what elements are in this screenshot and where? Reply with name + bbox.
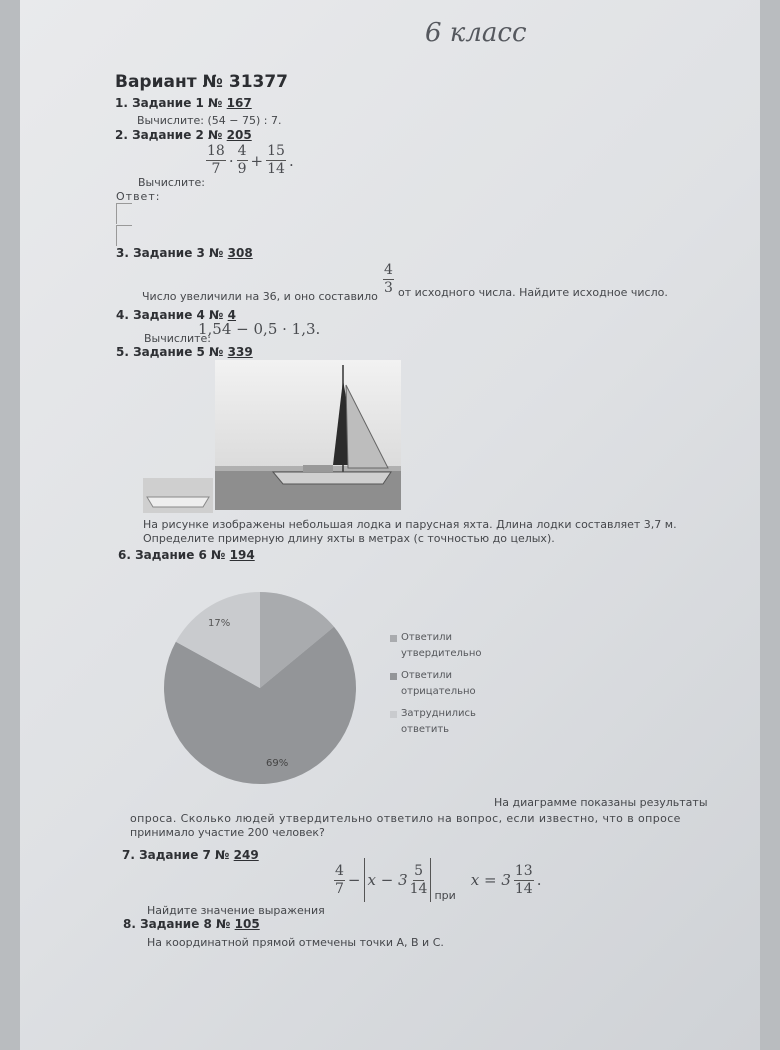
task-1-link[interactable]: 167	[226, 96, 252, 110]
task-8-header: 8. Задание 8 № 105	[123, 917, 260, 931]
task-1-text: Вычислите: (54 − 75) : 7.	[137, 114, 282, 127]
legend-item-unsure: Затруднились ответить	[390, 706, 481, 738]
task-8-link[interactable]: 105	[234, 917, 260, 931]
task-3-text: Число увеличили на 36, и оно составило	[142, 290, 378, 303]
fraction: $\frac{15}{14}$	[267, 143, 285, 177]
answer-field[interactable]	[116, 203, 132, 224]
page-title: Вариант № 31377	[115, 72, 289, 92]
boat-yacht-photo	[143, 360, 403, 515]
task-5-text-1: На рисунке изображены небольшая лодка и парусная яхта. Длина лодки составляет 3,7 м.	[143, 518, 677, 531]
pie-chart	[160, 590, 360, 790]
task-8-text: На координатной прямой отмечены точки A, B и C.	[147, 936, 444, 949]
legend-item-yes: Ответили утвердительно	[390, 630, 481, 662]
task-6-text-3: принимало участие 200 человек?	[130, 826, 325, 839]
task-2-link[interactable]: 205	[226, 128, 252, 142]
task-7-expression: $\frac{4}{7}$ − x − 3 $\frac{5}{14}$ при x = 3 $\frac{13}{14}$ .	[334, 858, 541, 902]
task-7-header: 7. Задание 7 № 249	[122, 848, 259, 862]
task-7-link[interactable]: 249	[233, 848, 259, 862]
task-7-text: Найдите значение выражения	[147, 904, 325, 917]
fraction: $\frac{18}{7}$	[207, 143, 225, 177]
pie-data-label-69: 69%	[266, 758, 289, 769]
handwritten-note: 6 класс	[425, 18, 527, 48]
task-5-text-2: Определите примерную длину яхты в метрах (с точностью до целых).	[143, 532, 555, 545]
task-1-header: 1. Задание 1 № 167	[115, 96, 252, 110]
task-2-header: 2. Задание 2 № 205	[115, 128, 252, 142]
task-5-header: 5. Задание 5 № 339	[116, 345, 253, 359]
pie-legend	[390, 630, 481, 738]
task-2-text: Вычислите:	[138, 176, 205, 189]
task-6-header: 6. Задание 6 № 194	[118, 548, 255, 562]
task-4-link[interactable]: 4	[227, 308, 237, 322]
task-6-text-1: На диаграмме показаны результаты	[494, 796, 708, 809]
task-3-link[interactable]: 308	[227, 246, 253, 260]
task-3-header: 3. Задание 3 № 308	[116, 246, 253, 260]
task-4-expression: 1,54 − 0,5 · 1,3.	[198, 320, 321, 338]
pie-data-label-17: 17%	[208, 618, 231, 629]
task-4-header: 4. Задание 4 № 4	[116, 308, 237, 322]
answer-field[interactable]	[116, 225, 132, 246]
legend-item-no: Ответили отрицательно	[390, 668, 481, 700]
task-6-text-2: опроса. Сколько людей утвердительно ответило на вопрос, если известно, что в опросе	[130, 812, 681, 825]
task-3-fraction: $\frac{4}{3}$	[384, 262, 393, 296]
task-5-link[interactable]: 339	[227, 345, 253, 359]
task-3-text-after: от исходного числа. Найдите исходное число.	[398, 286, 668, 299]
fraction: $\frac{4}{9}$	[237, 143, 247, 177]
answer-label: Ответ:	[116, 190, 161, 203]
task-2-expression: $\frac{18}{7}$ · $\frac{4}{9}$ + $\frac{15}{14}$ .	[207, 143, 294, 177]
task-6-link[interactable]: 194	[229, 548, 255, 562]
task-4-text: Вычислите:	[144, 332, 211, 345]
